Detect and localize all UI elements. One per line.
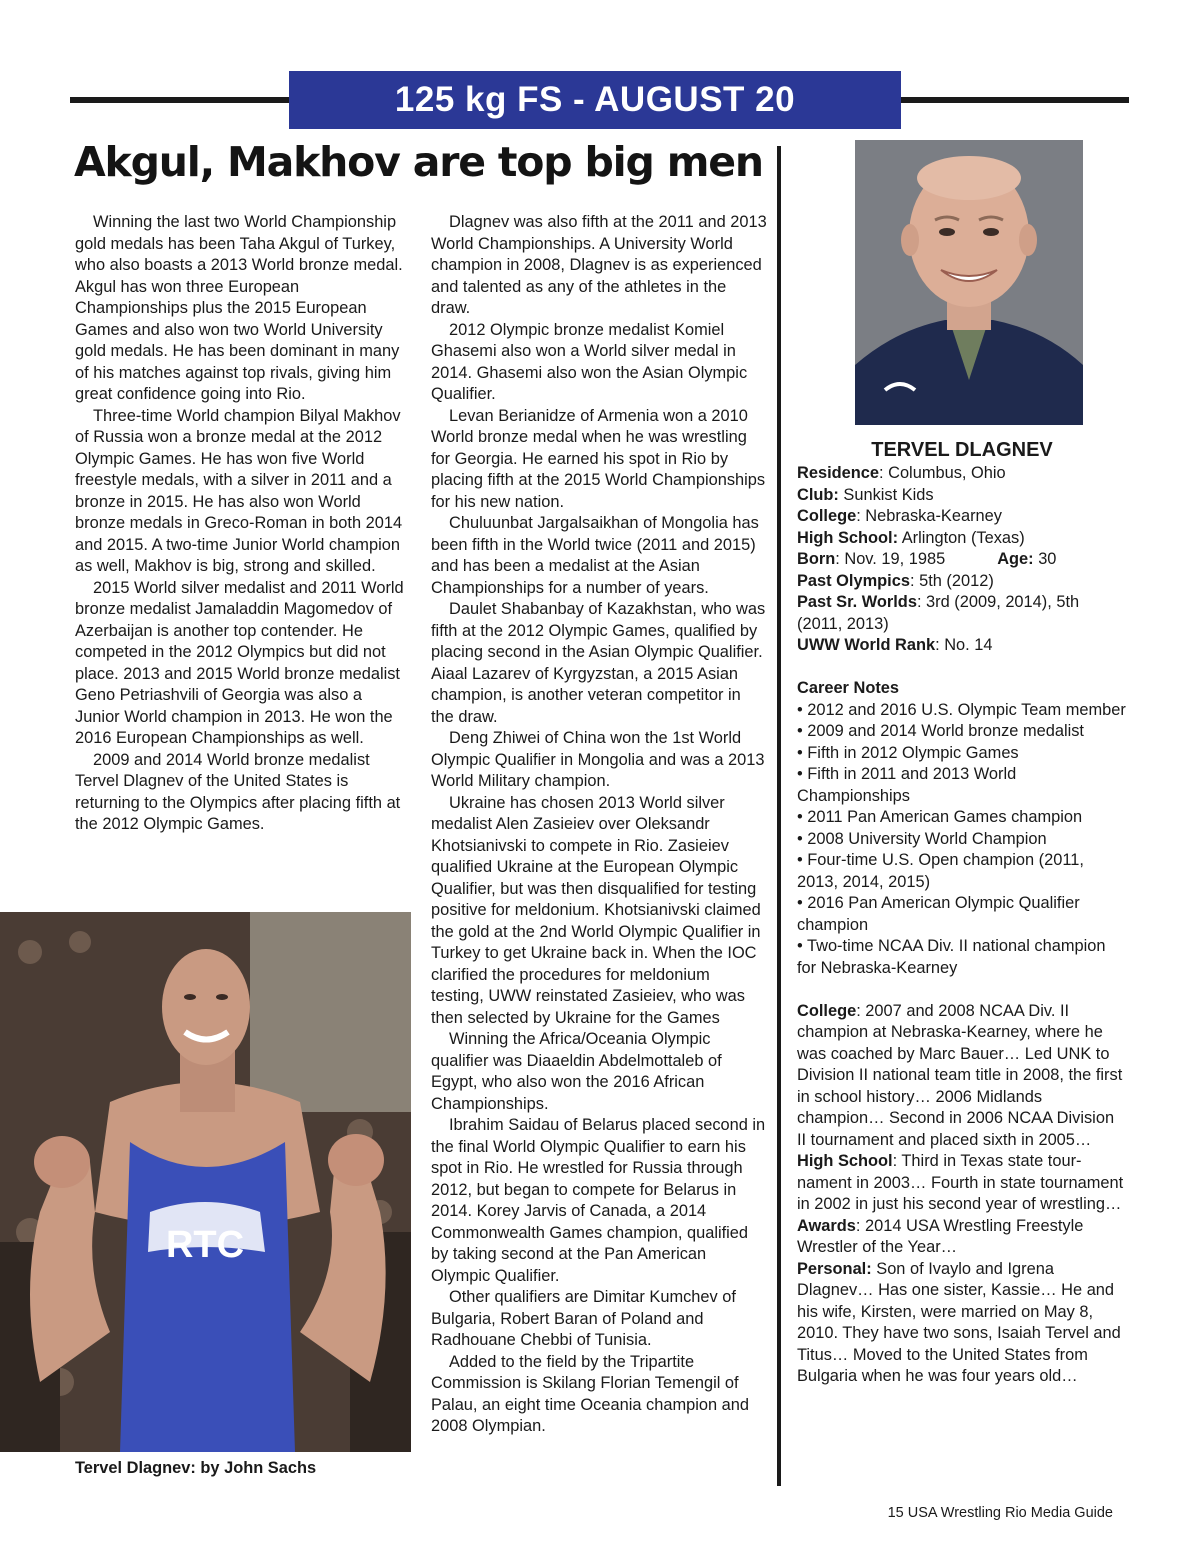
bio-personal-label: Personal: xyxy=(797,1259,872,1278)
bio-high-school xyxy=(797,1151,1127,1216)
bio-college-label: College xyxy=(797,1001,857,1020)
bio-high-school-text: : Third in Texas state tournament in 2003… Fourth in state tournament in 2002 in just his second year of wrestling… xyxy=(797,1152,1124,1213)
career-note: • 2011 Pan American Games champion xyxy=(797,808,1083,826)
bio-college xyxy=(797,1001,1127,1152)
bio-awards-text: : 2014 USA Wrestling Freestyle Wrestler of the Year… xyxy=(797,1216,1084,1256)
born-row xyxy=(797,549,1127,571)
high-school-row xyxy=(797,528,1127,550)
bio-personal xyxy=(797,1259,1127,1388)
club-label: Club: xyxy=(797,485,839,504)
born-label: Born xyxy=(797,550,836,568)
career-note: • Fifth in 2011 and 2013 World Championships xyxy=(797,765,1017,805)
article-column-2 xyxy=(431,212,767,1438)
header-rule-left xyxy=(70,97,292,103)
singlet-text: RTC xyxy=(165,1224,245,1266)
college-label: College xyxy=(797,507,857,525)
olympics-value: : 5th (2012) xyxy=(909,571,994,590)
worlds-value: : 3rd (2009, 2014), 5th (2011, 2013) xyxy=(797,593,1080,633)
career-note: • 2008 University World Champion xyxy=(797,829,1047,848)
career-notes-title: Career Notes xyxy=(797,679,900,697)
paragraph: Daulet Shabanbay of Kazakhstan, who was fifth at the 2012 Olympic Games, qualified by placing second in the Asian Olympic Qualifier. Aiaal Lazarev of Kyrgyzstan, a 2015 Asian champion, is another veteran competitor in the draw. xyxy=(431,600,766,726)
high-school-value: Arlington (Texas) xyxy=(898,528,1025,547)
column-divider xyxy=(777,146,781,1486)
career-note: • 2012 and 2016 U.S. Olympic Team member xyxy=(797,700,1126,719)
header-rule-right xyxy=(899,97,1129,103)
weight-class-banner: 125 kg FS - AUGUST 20 xyxy=(289,71,901,129)
high-school-label: High School: xyxy=(797,528,899,547)
bio-high-school-label: High School xyxy=(797,1152,893,1170)
article-column-1 xyxy=(75,212,411,836)
rank-row xyxy=(797,635,1127,657)
bio-personal-text: Son of Ivaylo and Igrena Dlagnev… Has one sister, Kassie… He and his wife, Kirsten, were married on May 8, 2010. They have two sons, Isaiah Tervel and Titus… Moved to the United States from Bulgaria when he was four years old… xyxy=(797,1259,1121,1385)
paragraph: Dlagnev was also fifth at the 2011 and 2013 World Championships. A University World champion in 2008, Dlagnev is as experienced and talented as any of the athletes in the draw. xyxy=(431,213,767,317)
article-headline: Akgul, Makhov are top big men xyxy=(74,138,763,186)
athlete-profile xyxy=(797,437,1127,1388)
age-label: Age: xyxy=(997,550,1034,568)
page-footer: 15 USA Wrestling Rio Media Guide xyxy=(887,1505,1113,1521)
career-note: • Four-time U.S. Open champion (2011, 2013, 2014, 2015) xyxy=(797,851,1084,891)
paragraph: Chuluunbat Jargalsaikhan of Mongolia has been fifth in the World twice (2011 and 2015) and has been a medalist at the Asian Championships for a number of years. xyxy=(431,514,759,597)
paragraph: 2012 Olympic bronze medalist Komiel Ghasemi also won a World silver medal in 2014. Ghasemi also won the Asian Olympic Qualifier. xyxy=(431,320,748,403)
career-note: • 2016 Pan American Olympic Qualifier champion xyxy=(797,894,1080,934)
paragraph: Winning the last two World Championship gold medals has been Taha Akgul of Turkey, who also boasts a 2013 World bronze medal. Akgul has won three European Championships plus the 2015 European Games and also won two World University gold medals. He has been dominant in many of his matches against top rivals, giving him great confidence going into Rio. xyxy=(75,213,403,403)
olympics-row xyxy=(797,571,1127,593)
born-value: : Nov. 19, 1985 xyxy=(835,550,946,568)
olympics-label: Past Olympics xyxy=(797,571,910,590)
college-row xyxy=(797,506,1127,528)
paragraph: Ibrahim Saidau of Belarus placed second in the final World Olympic Qualifier to earn his spot in Rio. He wrestled for Russia through 2012, but began to compete for Belarus in 2014. Korey Jarvis of Canada, a 2014 Commonwealth Games champion, qualified by taking second at the Pan American Olympic Qualifier. xyxy=(431,1116,766,1285)
club-value: Sunkist Kids xyxy=(838,485,934,504)
worlds-label: Past Sr. Worlds xyxy=(797,593,917,611)
career-note: • 2009 and 2014 World bronze medalist xyxy=(797,722,1084,740)
bio-awards-label: Awards xyxy=(797,1216,856,1235)
paragraph: Added to the field by the Tripartite Commission is Skilang Florian Temengil of Palau, an eight time Oceania champion and 2008 Olympian. xyxy=(431,1352,750,1435)
paragraph: Other qualifiers are Dimitar Kumchev of Bulgaria, Robert Baran of Poland and Radhouane Chebbi of Tunisia. xyxy=(431,1288,736,1349)
headshot-photo xyxy=(855,140,1083,425)
wrestler-action-photo xyxy=(0,912,411,1452)
rank-label: UWW World Rank xyxy=(797,636,936,654)
bio-college-text: : 2007 and 2008 NCAA Div. II champion at Nebraska-Kearney, where he was coached by Marc Bauer… Led UNK to Division II national team title in 2008, the first in school history… 2006 Midlands champion… Second in 2006 NCAA Division II tournament and placed sixth in 2005… xyxy=(797,1001,1123,1149)
rank-value: : No. 14 xyxy=(935,636,993,654)
age-value: 30 xyxy=(1033,550,1057,568)
club-row xyxy=(797,485,1127,507)
college-value: : Nebraska-Kearney xyxy=(856,507,1002,525)
career-note: • Fifth in 2012 Olympic Games xyxy=(797,743,1019,762)
residence-row xyxy=(797,463,1127,485)
paragraph: Three-time World champion Bilyal Makhov of Russia won a bronze medal at the 2012 Olympic Games. He has won five World freestyle medals, with a silver in 2011 and a bronze in 2015. He has also won World bronze medals in Greco-Roman in both 2014 and 2015. A two-time Junior World champion as well, Makhov is big, strong and skilled. xyxy=(75,406,403,575)
athlete-name: TERVEL DLAGNEV xyxy=(871,439,1053,461)
bio-awards xyxy=(797,1216,1127,1259)
paragraph: 2015 World silver medalist and 2011 World bronze medalist Jamaladdin Magomedov of Azerbaijan is another top contender. He competed in the 2012 Olympics but did not place. 2013 and 2015 World bronze medalist Geno Petriashvili of Georgia was also a Junior World champion in 2013. He won the 2016 European Championships as well. xyxy=(75,578,404,747)
paragraph: Deng Zhiwei of China won the 1st World Olympic Qualifier in Mongolia and was a 2013 World Military champion. xyxy=(431,729,765,790)
paragraph: 2009 and 2014 World bronze medalist Tervel Dlagnev of the United States is returning to the Olympics after placing fifth at the 2012 Olympic Games. xyxy=(75,750,401,833)
residence-label: Residence xyxy=(797,464,879,482)
career-note: • Two-time NCAA Div. II national champion for Nebraska-Kearney xyxy=(797,937,1106,977)
paragraph: Levan Berianidze of Armenia won a 2010 World bronze medal when he was wrestling for Georgia. He earned his spot in Rio by placing fifth at the 2015 World Championships for his new nation. xyxy=(431,406,766,511)
paragraph: Ukraine has chosen 2013 World silver medalist Alen Zasieiev over Oleksandr Khotsianivski to compete in Rio. Zasieiev qualified Ukraine at the European Olympic Qualifier, but was then disqualified for testing positive for meldonium. Khotsianivski claimed the gold at the 2nd World Olympic Qualifier in Turkey to get Ukraine back in. When the IOC clarified the procedures for meldonium testing, UWW reinstated Zasieiev, who was then selected by Ukraine for the Games xyxy=(431,793,761,1027)
paragraph: Winning the Africa/Oceania Olympic qualifier was Diaaeldin Abdelmottaleb of Egypt, who also won the 2016 African Championships. xyxy=(431,1030,722,1113)
photo-caption: Tervel Dlagnev: by John Sachs xyxy=(75,1459,317,1477)
worlds-row xyxy=(797,592,1127,635)
residence-value: : Columbus, Ohio xyxy=(879,464,1006,482)
